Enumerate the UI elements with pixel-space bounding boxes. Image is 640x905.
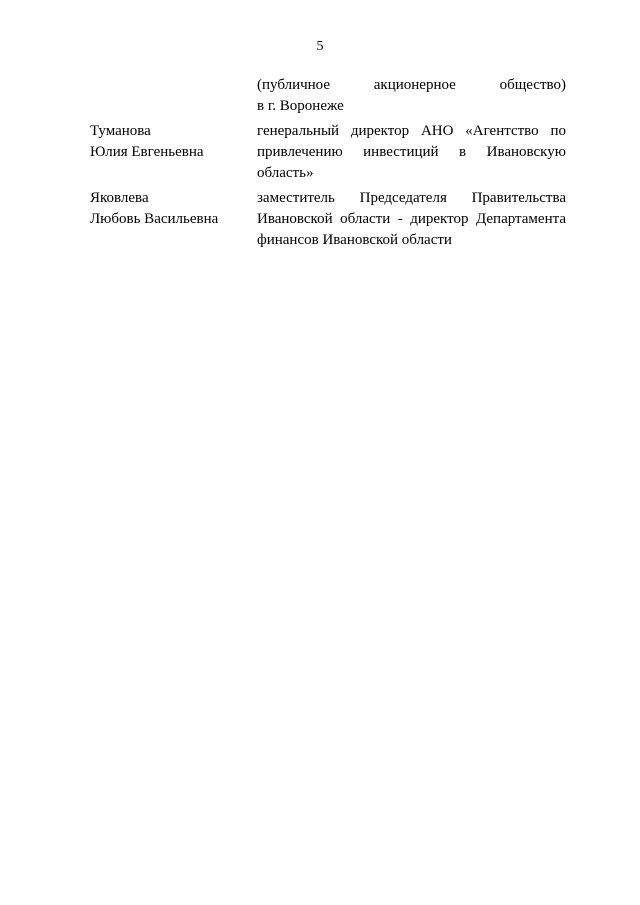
word: акционерное: [373, 77, 456, 93]
word: заместитель: [257, 190, 335, 206]
page-number: 5: [316, 39, 324, 54]
word: «Агентство: [465, 123, 539, 139]
description-line: [257, 121, 566, 142]
word: -: [397, 211, 403, 227]
word: Департамента: [475, 211, 566, 227]
word: области: [340, 211, 391, 227]
description-line: [257, 188, 566, 209]
word: директор: [350, 123, 410, 139]
member-name: [90, 121, 257, 184]
word: привлечению: [257, 144, 343, 160]
member-given-names: Любовь Васильевна: [90, 211, 219, 227]
member-surname: Туманова: [90, 123, 151, 139]
member-entry-yakovleva: [90, 188, 566, 251]
entry-row: [90, 75, 566, 117]
description-line: [257, 75, 566, 96]
word: (публичное: [257, 77, 331, 93]
word: Ивановской: [257, 211, 333, 227]
member-position: [257, 188, 566, 251]
member-name: [90, 188, 257, 251]
word: Правительства: [471, 190, 566, 206]
description-line: в г. Воронеже: [257, 98, 344, 114]
word: по: [550, 123, 566, 139]
word: генеральный: [257, 123, 340, 139]
member-surname: Яковлева: [90, 190, 149, 206]
entry-row: [90, 188, 566, 251]
member-given-names: Юлия Евгеньевна: [90, 144, 204, 160]
description-line: [257, 142, 566, 163]
entry-name-empty: [90, 75, 257, 117]
entry-description: [257, 75, 566, 117]
word: инвестиций: [363, 144, 439, 160]
word: в: [459, 144, 467, 160]
member-entry-tumanova: [90, 121, 566, 184]
word: Председателя: [359, 190, 447, 206]
word: Ивановскую: [486, 144, 566, 160]
word: общество): [499, 77, 566, 93]
word: АНО: [420, 123, 454, 139]
continuation-entry: [90, 75, 566, 117]
description-line: финансов Ивановской области: [257, 232, 452, 248]
description-line: [257, 209, 566, 230]
word: директор: [410, 211, 469, 227]
member-position: [257, 121, 566, 184]
entry-row: [90, 121, 566, 184]
description-line: область»: [257, 165, 314, 181]
